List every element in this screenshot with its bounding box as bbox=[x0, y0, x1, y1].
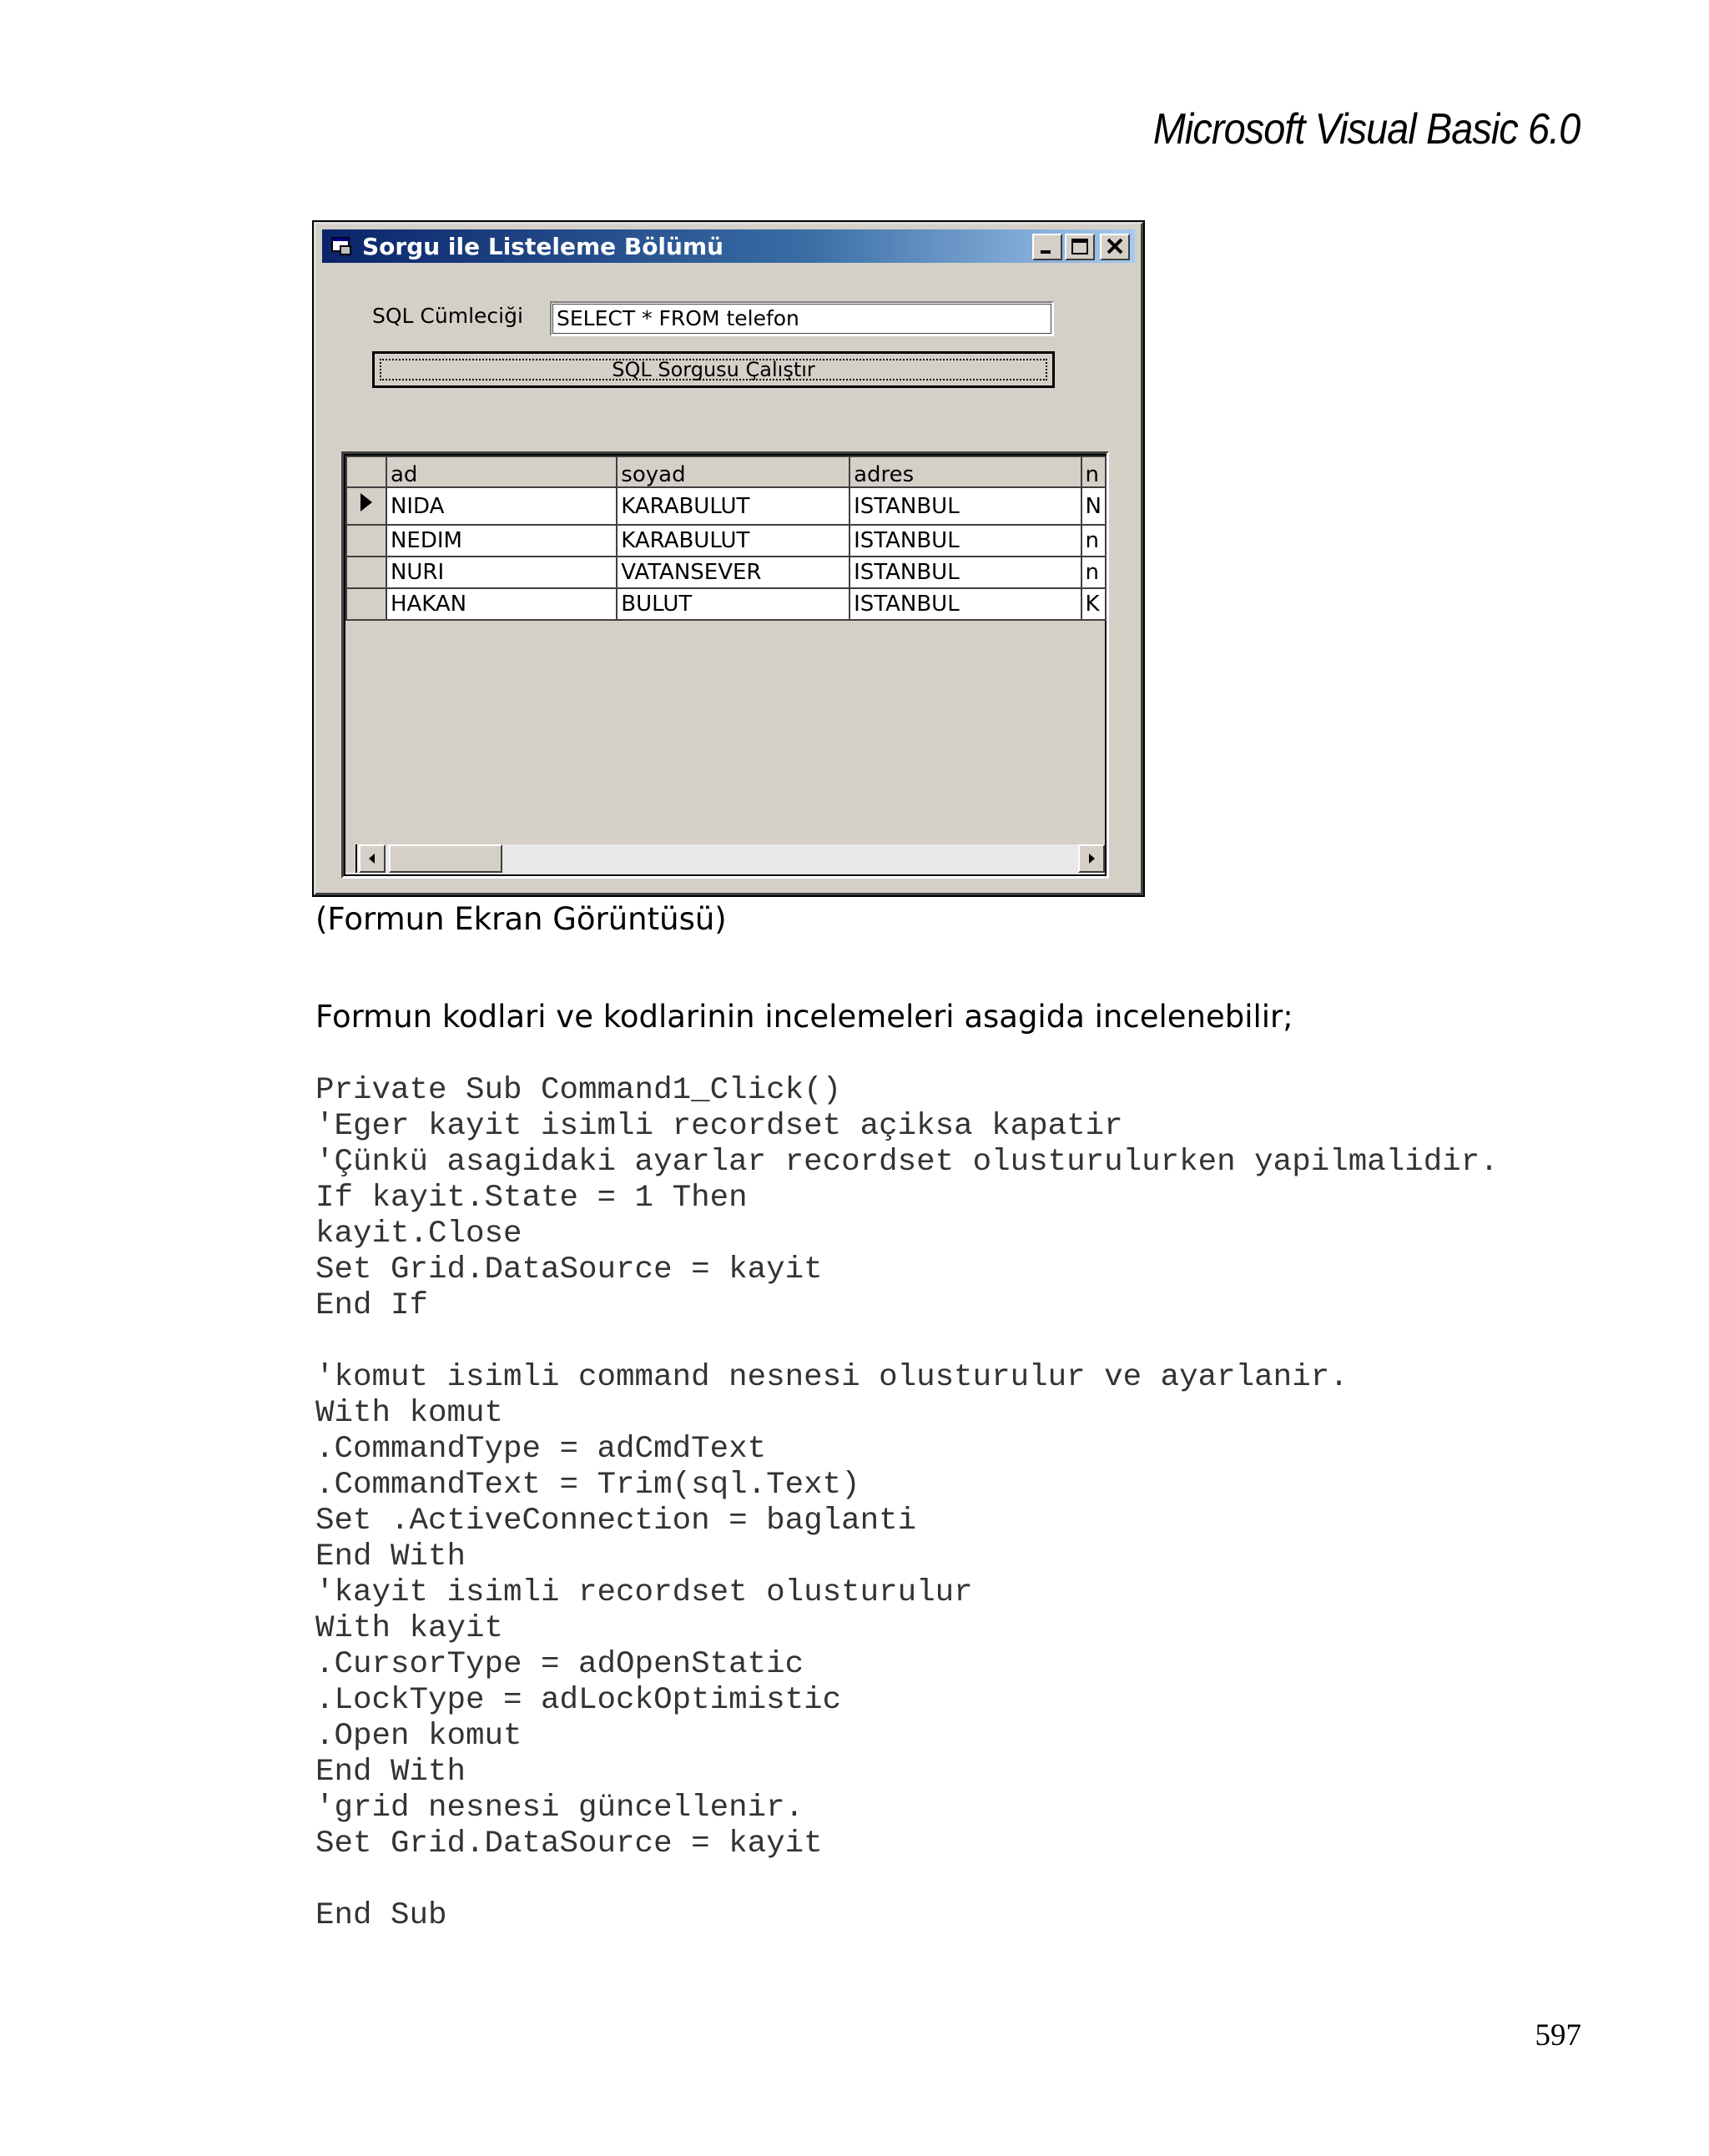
window-title: Sorgu ile Listeleme Bölümü bbox=[362, 232, 724, 260]
grid-cell[interactable]: KARABULUT bbox=[617, 525, 849, 557]
running-header: Microsoft Visual Basic 6.0 bbox=[1152, 105, 1580, 154]
grid-cell[interactable]: KARABULUT bbox=[617, 487, 849, 525]
code-line: Set Grid.DataSource = kayit bbox=[315, 1252, 823, 1287]
page-number: 597 bbox=[1535, 2018, 1581, 2053]
code-line: With kayit bbox=[315, 1611, 504, 1646]
code-line: kayit.Close bbox=[315, 1217, 522, 1252]
maximize-button[interactable] bbox=[1065, 234, 1095, 260]
grid-cell[interactable]: HAKAN bbox=[386, 588, 617, 620]
code-line: With komut bbox=[315, 1396, 504, 1431]
code-line: .Open komut bbox=[315, 1719, 522, 1754]
row-selector[interactable] bbox=[346, 557, 386, 588]
code-line: 'kayit isimli recordset olusturulur bbox=[315, 1575, 973, 1610]
grid-cell[interactable]: NEDIM bbox=[386, 525, 617, 557]
scrollbar-split-box[interactable] bbox=[345, 844, 357, 873]
code-line: .CommandText = Trim(sql.Text) bbox=[315, 1468, 860, 1503]
run-sql-button[interactable] bbox=[372, 351, 1055, 388]
grid-cell[interactable]: n bbox=[1081, 557, 1106, 588]
grid-cell[interactable]: ISTANBUL bbox=[849, 557, 1081, 588]
arrow-left-icon bbox=[360, 846, 384, 871]
scrollbar-thumb[interactable] bbox=[389, 844, 502, 873]
grid-cell[interactable]: VATANSEVER bbox=[617, 557, 849, 588]
code-line: If kayit.State = 1 Then bbox=[315, 1181, 748, 1216]
row-selector[interactable] bbox=[346, 487, 386, 525]
code-line: Set .ActiveConnection = baglanti bbox=[315, 1504, 917, 1539]
figure-caption: (Formun Ekran Görüntüsü) bbox=[315, 901, 727, 937]
grid-cell[interactable]: N bbox=[1081, 487, 1106, 525]
code-line: 'komut isimli command nesnesi olusturulur ve ayarlanir. bbox=[315, 1360, 1349, 1395]
grid-cell[interactable]: NURI bbox=[386, 557, 617, 588]
arrow-right-icon bbox=[1080, 846, 1103, 871]
row-selector[interactable] bbox=[346, 588, 386, 620]
grid-column-header[interactable]: soyad bbox=[617, 456, 849, 487]
grid-cell[interactable]: BULUT bbox=[617, 588, 849, 620]
current-row-arrow-icon bbox=[347, 488, 384, 516]
grid-cell[interactable]: n bbox=[1081, 525, 1106, 557]
code-line: .CommandType = adCmdText bbox=[315, 1432, 767, 1467]
code-line: Set Grid.DataSource = kayit bbox=[315, 1826, 823, 1861]
grid-column-header[interactable]: n bbox=[1081, 456, 1106, 487]
code-listing bbox=[315, 1073, 1499, 1934]
sql-label: SQL Cümleciği bbox=[372, 304, 523, 328]
data-grid[interactable] bbox=[341, 451, 1109, 879]
scroll-left-button[interactable] bbox=[359, 844, 386, 873]
scroll-right-button[interactable] bbox=[1078, 844, 1105, 873]
window-controls bbox=[1030, 234, 1130, 260]
grid-row[interactable] bbox=[346, 588, 1106, 620]
grid-row[interactable] bbox=[346, 487, 1106, 525]
run-sql-button-label: SQL Sorgusu Çalıştır bbox=[612, 358, 815, 381]
code-line: .CursorType = adOpenStatic bbox=[315, 1647, 804, 1682]
maximize-icon bbox=[1066, 235, 1093, 259]
row-selector[interactable] bbox=[346, 525, 386, 557]
grid-cell[interactable]: NIDA bbox=[386, 487, 617, 525]
grid-column-header[interactable]: adres bbox=[849, 456, 1081, 487]
code-line: 'grid nesnesi güncellenir. bbox=[315, 1791, 804, 1826]
grid-header-row bbox=[346, 456, 1106, 487]
code-line: 'Eger kayit isimli recordset açiksa kapatir bbox=[315, 1109, 1123, 1144]
grid-cell[interactable]: ISTANBUL bbox=[849, 525, 1081, 557]
code-line: End Sub bbox=[315, 1898, 447, 1933]
code-line: .LockType = adLockOptimistic bbox=[315, 1683, 842, 1718]
minimize-icon bbox=[1034, 235, 1061, 259]
grid-row[interactable] bbox=[346, 557, 1106, 588]
code-line: End With bbox=[315, 1755, 466, 1790]
code-line: 'Çünkü asagidaki ayarlar recordset olusturulurken yapilmalidir. bbox=[315, 1145, 1499, 1180]
code-line bbox=[315, 1324, 1499, 1360]
code-line bbox=[315, 1862, 1499, 1898]
grid-row[interactable] bbox=[346, 525, 1106, 557]
grid-column-header[interactable]: ad bbox=[386, 456, 617, 487]
intro-paragraph: Formun kodlari ve kodlarinin incelemeleri asagida incelenebilir; bbox=[315, 999, 1293, 1035]
minimize-button[interactable] bbox=[1032, 234, 1062, 260]
grid-corner-cell[interactable] bbox=[346, 456, 386, 487]
code-line: Private Sub Command1_Click() bbox=[315, 1073, 842, 1108]
form-icon bbox=[330, 234, 354, 258]
horizontal-scrollbar[interactable] bbox=[345, 844, 1105, 874]
grid-table bbox=[345, 456, 1107, 621]
grid-cell[interactable]: ISTANBUL bbox=[849, 588, 1081, 620]
close-icon bbox=[1102, 235, 1128, 259]
close-button[interactable] bbox=[1100, 234, 1130, 260]
sql-input[interactable]: SELECT * FROM telefon bbox=[550, 301, 1054, 336]
vb-form-window bbox=[314, 222, 1143, 895]
code-line: End With bbox=[315, 1539, 466, 1574]
window-titlebar[interactable] bbox=[322, 229, 1135, 263]
code-line: End If bbox=[315, 1288, 429, 1323]
grid-cell[interactable]: K bbox=[1081, 588, 1106, 620]
grid-cell[interactable]: ISTANBUL bbox=[849, 487, 1081, 525]
